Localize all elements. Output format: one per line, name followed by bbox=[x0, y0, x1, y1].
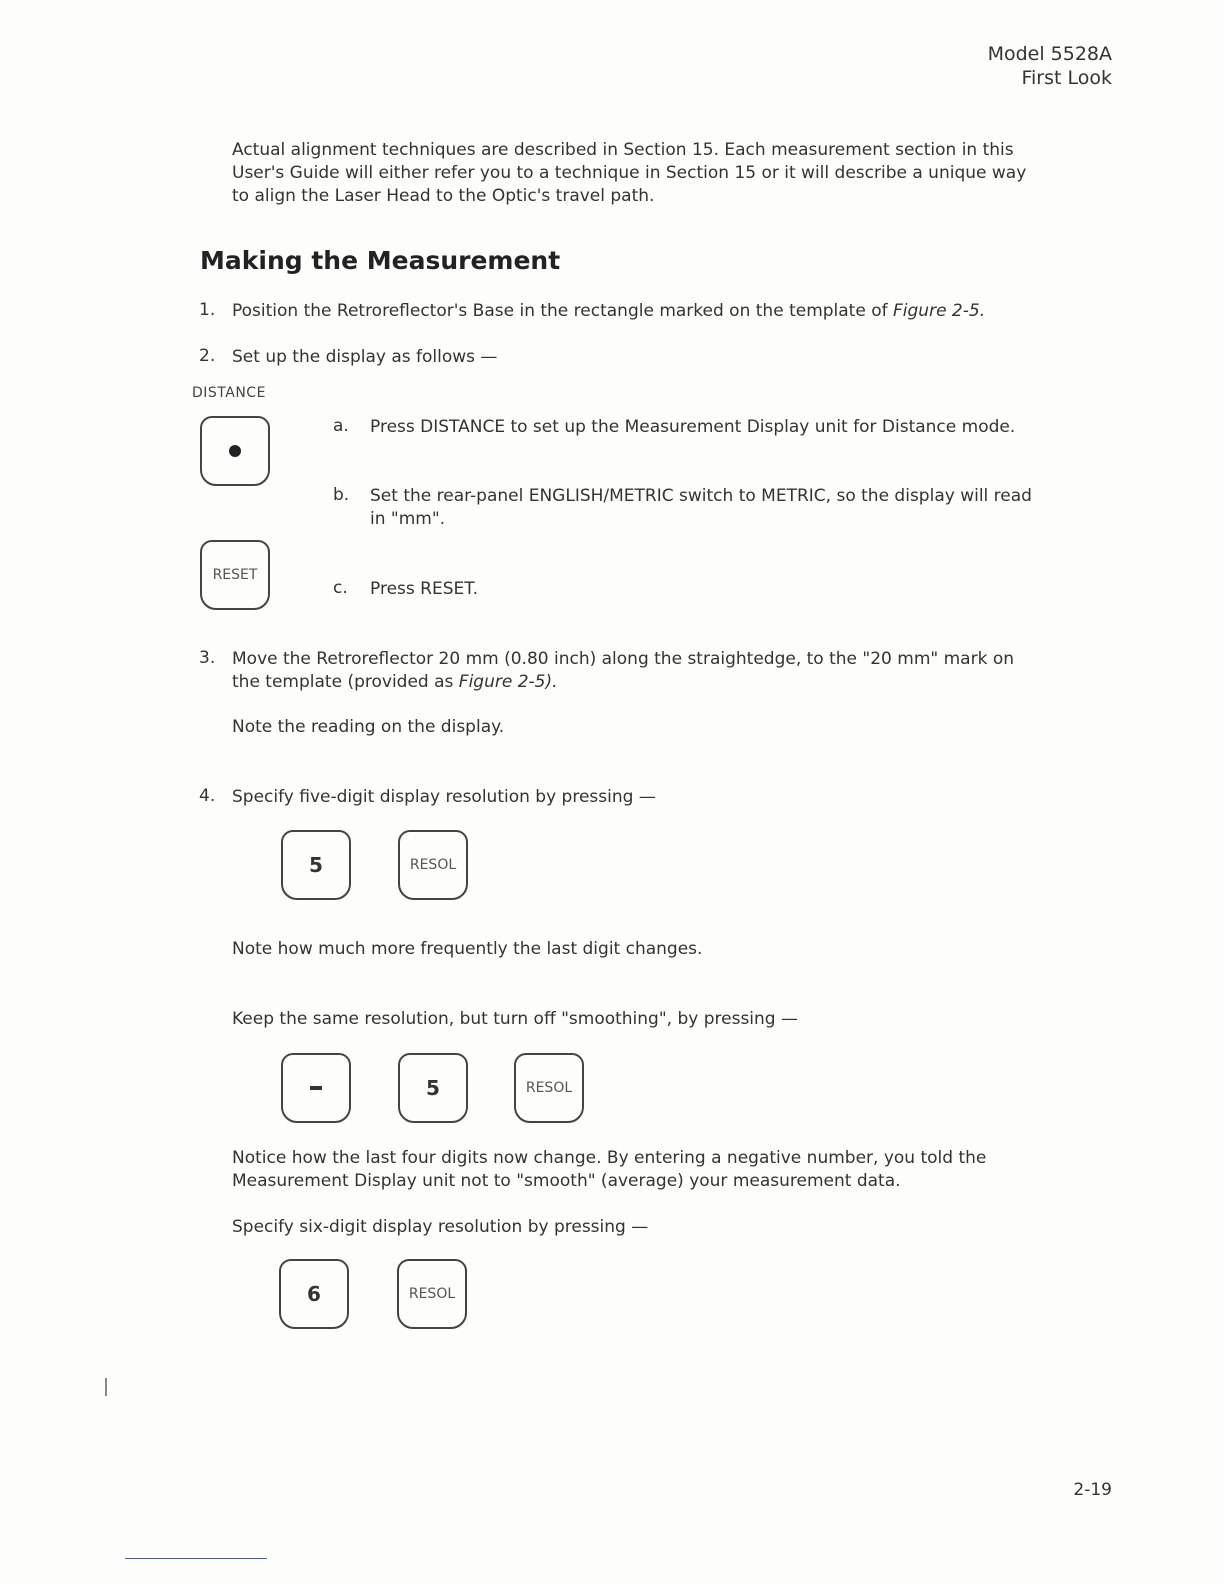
step-3-figure-ref: Figure 2-5). bbox=[458, 672, 558, 692]
step-3-note: Note the reading on the display. bbox=[232, 717, 505, 737]
step-2b-letter: b. bbox=[333, 485, 350, 505]
step-2a-text: Press DISTANCE to set up the Measurement Display unit for Distance mode. bbox=[370, 417, 1016, 437]
section-heading: Making the Measurement bbox=[200, 246, 561, 275]
step-4-notice-text: Notice how the last four digits now change. By entering a negative number, you told the Measurement Display unit not to "smooth" (average) your measurement data. bbox=[232, 1148, 987, 1191]
step-1-body: Position the Retroreflector's Base in the rectangle marked on the template of bbox=[232, 301, 888, 321]
step-4-note: Note how much more frequently the last digit changes. bbox=[232, 939, 703, 959]
step-3-number: 3. bbox=[199, 648, 216, 668]
model-label: Model 5528A bbox=[987, 43, 1112, 65]
step-2b-text: Set the rear-panel ENGLISH/METRIC switch to METRIC, so the display will read in "mm". bbox=[370, 486, 1032, 529]
resol-key: RESOL bbox=[398, 830, 468, 900]
distance-key-caption: DISTANCE bbox=[192, 385, 266, 401]
step-4-text: Specify five-digit display resolution by pressing — bbox=[232, 787, 656, 807]
dot-icon bbox=[229, 445, 241, 457]
key-6: 6 bbox=[279, 1259, 349, 1329]
resol-key-second: RESOL bbox=[514, 1053, 584, 1123]
key-5: 5 bbox=[281, 830, 351, 900]
step-2-text: Set up the display as follows — bbox=[232, 347, 498, 367]
minus-icon bbox=[310, 1086, 322, 1090]
step-2-number: 2. bbox=[199, 346, 216, 366]
section-label: First Look bbox=[1021, 67, 1112, 89]
step-2c-letter: c. bbox=[333, 578, 348, 598]
page-number: 2-19 bbox=[1073, 1480, 1112, 1500]
intro-paragraph: Actual alignment techniques are described in Section 15. Each measurement section in this User's Guide will either refer you to a technique in Section 15 or it will describe a unique way to align the Laser Head to the Optic's travel path. bbox=[232, 140, 1027, 206]
footer-rule bbox=[125, 1558, 267, 1559]
step-1-figure-ref: Figure 2-5. bbox=[893, 301, 986, 321]
step-4-keep-text: Keep the same resolution, but turn off "smoothing", by pressing — bbox=[232, 1009, 798, 1029]
resol-key-third: RESOL bbox=[397, 1259, 467, 1329]
step-1-number: 1. bbox=[199, 300, 216, 320]
step-2c-text: Press RESET. bbox=[370, 579, 479, 599]
minus-key bbox=[281, 1053, 351, 1123]
step-3-text bbox=[232, 648, 1032, 694]
key-5-second: 5 bbox=[398, 1053, 468, 1123]
step-3-body: Move the Retroreflector 20 mm (0.80 inch) along the straightedge, to the "20 mm" mark on the template (provided as bbox=[232, 649, 1014, 692]
running-header bbox=[988, 42, 1112, 90]
reset-key: RESET bbox=[200, 540, 270, 610]
step-4-six-text: Specify six-digit display resolution by pressing — bbox=[232, 1217, 649, 1237]
step-1-text bbox=[232, 300, 985, 323]
margin-mark bbox=[105, 1378, 107, 1396]
step-2a-letter: a. bbox=[333, 416, 349, 436]
distance-key bbox=[200, 416, 270, 486]
step-4-number: 4. bbox=[199, 786, 216, 806]
